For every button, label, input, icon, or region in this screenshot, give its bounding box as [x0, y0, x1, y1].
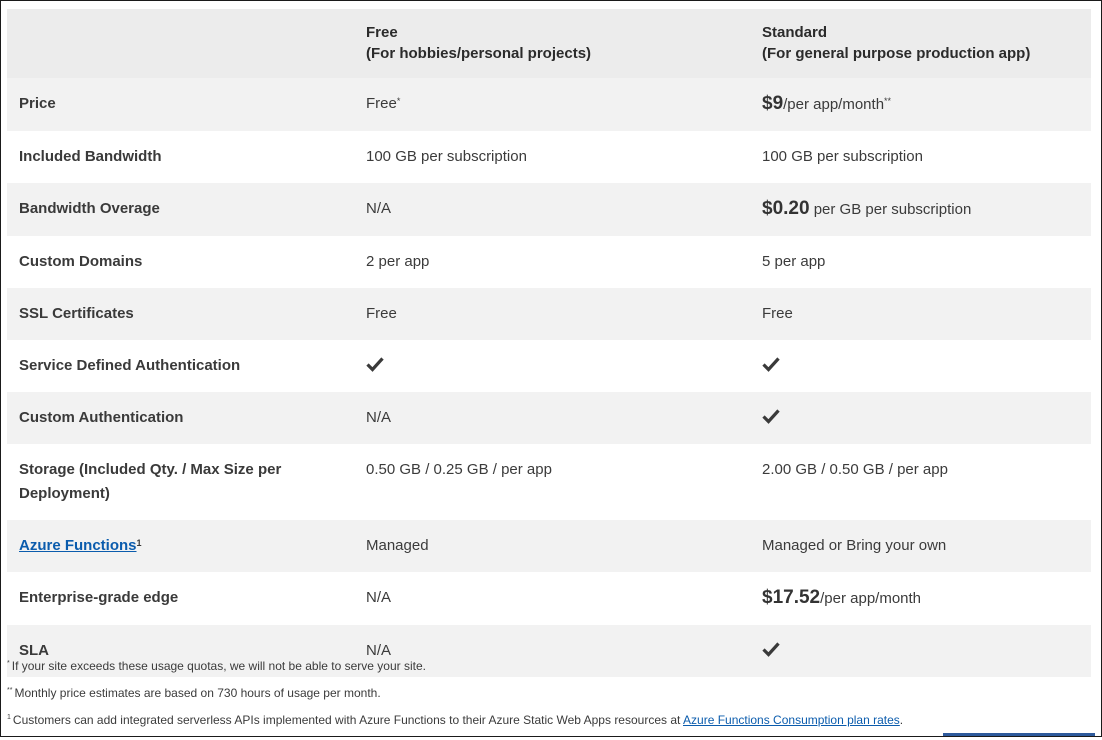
- free-cell: 2 per app: [354, 236, 750, 288]
- row-label: [7, 444, 354, 520]
- footnotes: [7, 659, 1091, 740]
- standard-cell: 100 GB per subscription: [750, 131, 1091, 183]
- standard-cell: [750, 392, 1091, 444]
- footnote-text: If your site exceeds these usage quotas, we will not be able to serve your site.: [11, 659, 426, 673]
- standard-edge-unit: /per app/month: [820, 590, 922, 607]
- standard-overage-cell: [750, 183, 1091, 236]
- pricing-table: [7, 9, 1091, 677]
- standard-edge-cell: [750, 572, 1091, 625]
- header-standard-plan: [750, 9, 1091, 78]
- bottom-accent-bar: [943, 733, 1095, 736]
- free-cell: Managed: [354, 520, 750, 572]
- free-price: Free: [366, 95, 397, 112]
- free-cell: 100 GB per subscription: [354, 131, 750, 183]
- table-row-price: [7, 78, 1091, 131]
- table-row-custom-domains: [7, 236, 1091, 288]
- checkmark-icon: [762, 408, 780, 424]
- storage-label-line2: Deployment): [19, 485, 110, 502]
- azure-functions-link[interactable]: Azure Functions: [19, 537, 137, 554]
- standard-price-cell: [750, 78, 1091, 131]
- free-cell: Free: [354, 288, 750, 340]
- free-cell: N/A: [354, 625, 750, 677]
- footnote-period: .: [899, 713, 904, 727]
- footnote-functions: [7, 713, 1091, 727]
- table-row-custom-auth: [7, 392, 1091, 444]
- table-row-service-auth: [7, 340, 1091, 392]
- free-cell: [354, 340, 750, 392]
- checkmark-icon: [762, 641, 780, 657]
- row-label: Custom Authentication: [7, 392, 354, 444]
- standard-price-unit: /per app/month: [783, 96, 885, 113]
- checkmark-icon: [762, 356, 780, 372]
- row-label: SSL Certificates: [7, 288, 354, 340]
- standard-overage-amount: $0.20: [762, 198, 810, 219]
- footnote-mark: *: [7, 660, 10, 667]
- standard-cell: [750, 340, 1091, 392]
- header-feature-column: [7, 9, 354, 78]
- checkmark-icon: [366, 356, 384, 372]
- table-row-overage: [7, 183, 1091, 236]
- table-row-ssl: [7, 288, 1091, 340]
- free-cell: N/A: [354, 183, 750, 236]
- footnote-mark: *: [396, 96, 401, 106]
- row-label: [7, 520, 354, 572]
- footnote-mark: **: [884, 96, 892, 106]
- standard-plan-subtitle: (For general purpose production app): [762, 45, 1031, 62]
- footnote-mark: 1: [7, 714, 11, 721]
- standard-overage-unit: per GB per subscription: [809, 201, 972, 218]
- standard-cell: Managed or Bring your own: [750, 520, 1091, 572]
- footnote-text: Monthly price estimates are based on 730 hours of usage per month.: [14, 686, 381, 700]
- free-plan-subtitle: (For hobbies/personal projects): [366, 45, 592, 62]
- free-price-cell: [354, 78, 750, 131]
- footnote-mark: **: [7, 687, 13, 694]
- consumption-plan-rates-link[interactable]: Azure Functions Consumption plan rates: [683, 713, 900, 727]
- standard-edge-amount: $17.52: [762, 587, 821, 608]
- row-label: Custom Domains: [7, 236, 354, 288]
- header-free-plan: [354, 9, 750, 78]
- row-label: Included Bandwidth: [7, 131, 354, 183]
- row-label: Enterprise-grade edge: [7, 572, 354, 625]
- standard-cell: Free: [750, 288, 1091, 340]
- table-row-bandwidth: [7, 131, 1091, 183]
- row-label: SLA: [7, 625, 354, 677]
- storage-label-line1: Storage (Included Qty. / Max Size per: [19, 461, 282, 478]
- table-row-edge: [7, 572, 1091, 625]
- footnote-quota: [7, 659, 1091, 673]
- free-cell: N/A: [354, 392, 750, 444]
- table-row-storage: [7, 444, 1091, 520]
- free-plan-title: Free: [366, 24, 398, 41]
- standard-cell: 2.00 GB / 0.50 GB / per app: [750, 444, 1091, 520]
- row-label: Service Defined Authentication: [7, 340, 354, 392]
- standard-plan-title: Standard: [762, 24, 828, 41]
- footnote-estimate: [7, 686, 1091, 700]
- footnote-text: Customers can add integrated serverless APIs implemented with Azure Functions to their Azure Static Web Apps resources at: [12, 713, 684, 727]
- standard-cell: 5 per app: [750, 236, 1091, 288]
- row-label: Bandwidth Overage: [7, 183, 354, 236]
- free-cell: 0.50 GB / 0.25 GB / per app: [354, 444, 750, 520]
- row-label: Price: [7, 78, 354, 131]
- footnote-mark: 1: [136, 538, 142, 548]
- table-header-row: [7, 9, 1091, 78]
- table-row-functions: [7, 520, 1091, 572]
- free-cell: N/A: [354, 572, 750, 625]
- standard-price-amount: $9: [762, 93, 784, 114]
